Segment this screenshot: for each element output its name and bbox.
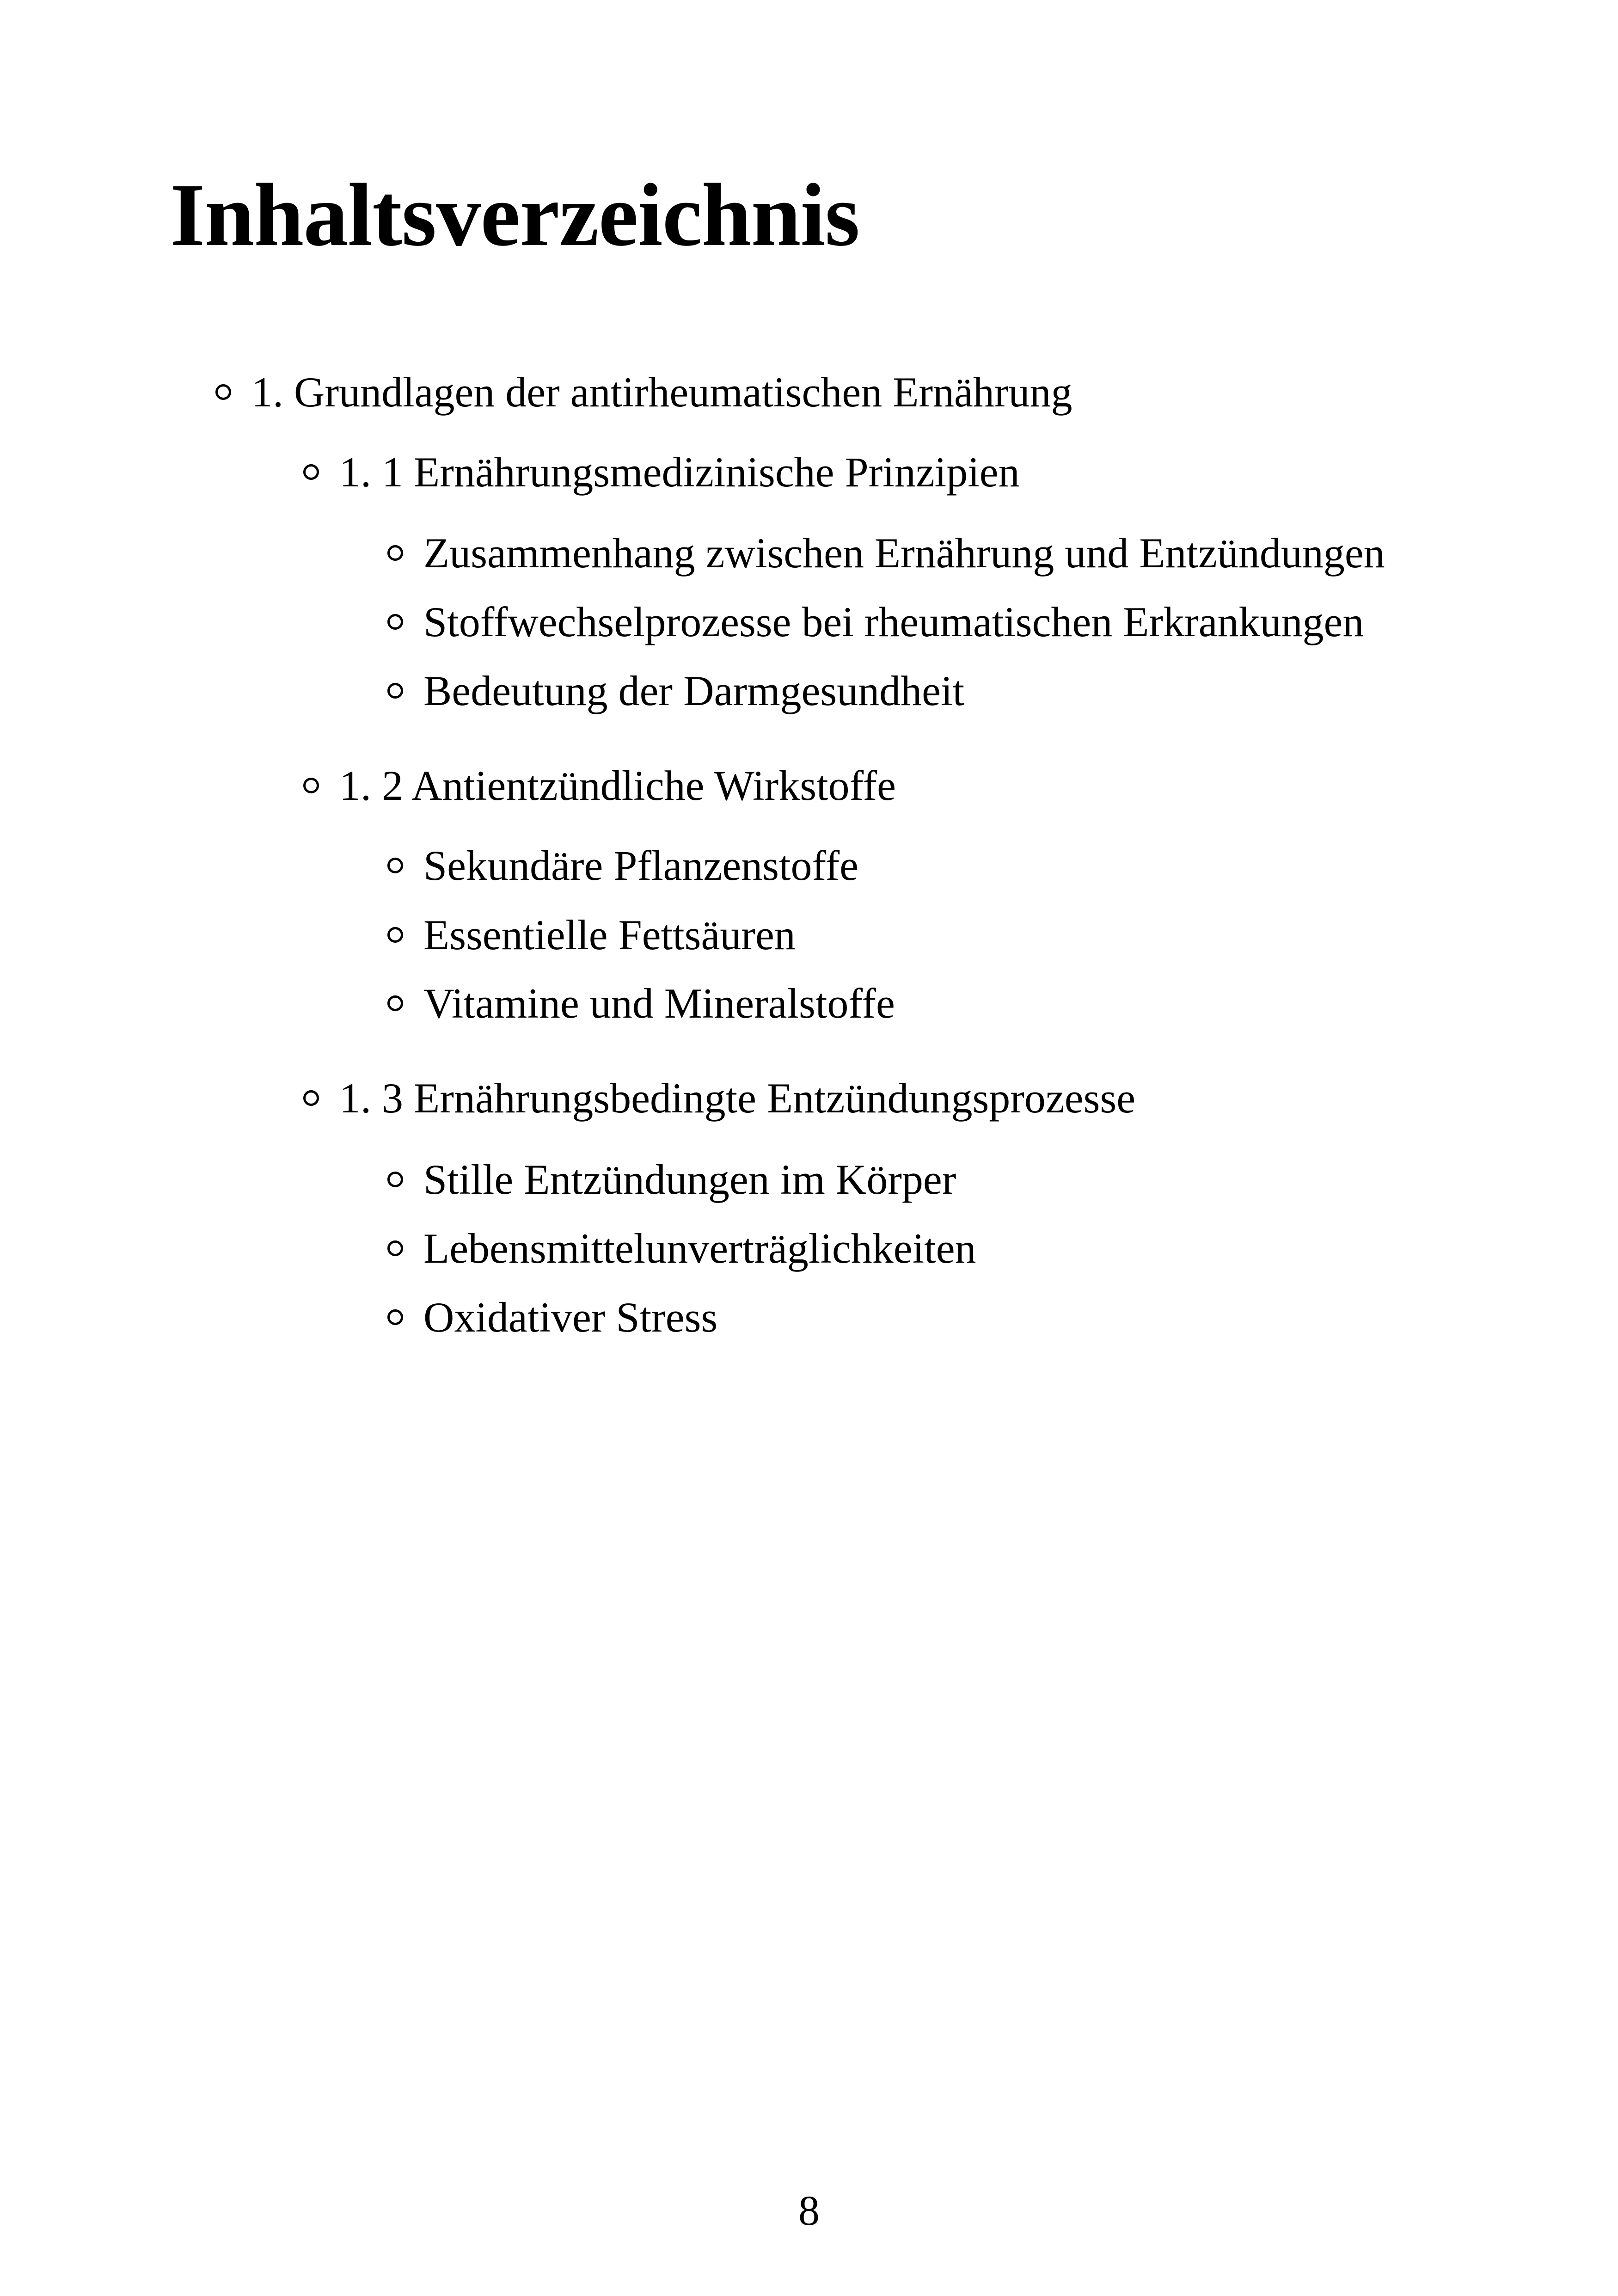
toc-item-label: Lebensmittelunverträglichkeiten [423,1225,976,1272]
page-title: Inhaltsverzeichnis [170,165,859,264]
circle-bullet-icon [387,1240,403,1256]
circle-bullet-icon [387,683,403,699]
toc-item [387,598,1364,645]
toc-item [387,529,1385,577]
toc-item-label: Stille Entzündungen im Körper [423,1156,956,1203]
toc-item [387,1158,956,1201]
toc-item-label: Bedeutung der Darmgesundheit [423,667,965,714]
toc-chapter-label: 1. Grundlagen der antirheumatischen Ernährung [251,368,1073,416]
page-number: 8 [798,2187,820,2234]
toc-section-label: 1. 1 Ernährungsmedizinische Prinzipien [339,448,1020,496]
circle-bullet-icon [387,1309,403,1325]
toc-item [387,1294,718,1341]
circle-bullet-icon [387,995,403,1011]
toc-chapter-1 [215,368,1073,416]
toc-item [387,669,964,712]
toc-item [387,844,858,887]
circle-bullet-icon [387,545,403,561]
toc-item [387,911,796,958]
circle-bullet-icon [387,1172,403,1187]
toc-section-1-2 [303,764,896,807]
circle-bullet-icon [303,1090,319,1106]
toc-item-label: Stoffwechselprozesse bei rheumatischen Erkrankungen [423,598,1364,645]
circle-bullet-icon [303,778,319,793]
circle-bullet-icon [387,858,403,873]
toc-item-label: Essentielle Fettsäuren [423,911,796,958]
circle-bullet-icon [215,384,231,400]
toc-section-label: 1. 2 Antientzündliche Wirkstoffe [339,762,896,809]
toc-item-label: Sekundäre Pflanzenstoffe [423,842,858,889]
toc-item-label: Vitamine und Mineralstoffe [423,980,895,1027]
toc-item-label: Oxidativer Stress [423,1294,718,1341]
toc-item-label: Zusammenhang zwischen Ernährung und Entzündungen [423,529,1385,577]
toc-section-label: 1. 3 Ernährungsbedingte Entzündungsprozesse [339,1074,1136,1122]
toc-item [387,1227,976,1270]
toc-section-1-3 [303,1074,1136,1122]
circle-bullet-icon [303,464,319,480]
toc-section-1-1 [303,448,1020,496]
circle-bullet-icon [387,614,403,630]
circle-bullet-icon [387,927,403,943]
toc-item [387,982,895,1025]
